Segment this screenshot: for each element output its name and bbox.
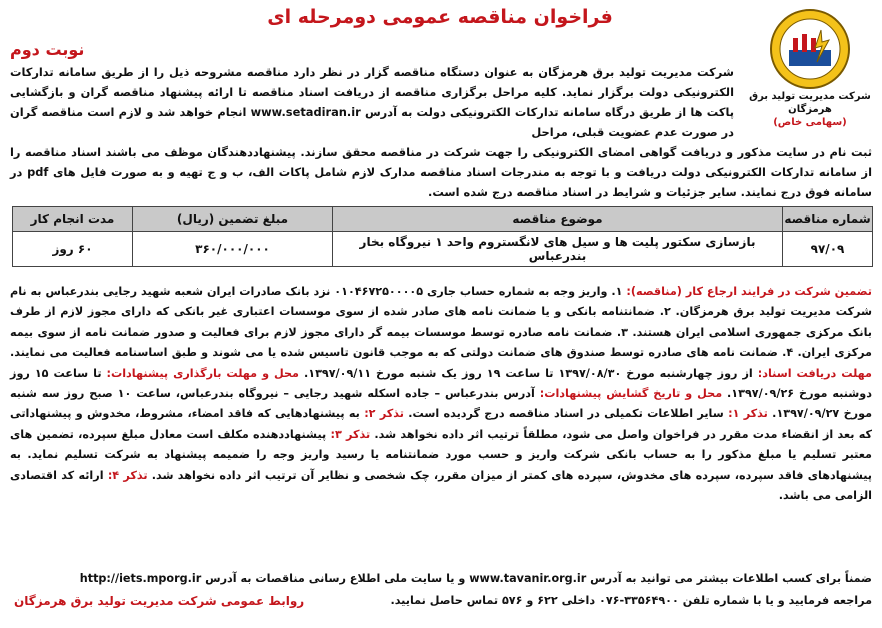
tender-table	[12, 206, 873, 267]
pdf-label: pdf	[27, 165, 49, 179]
opening-label: محل و تاریخ گشایش پیشنهادات:	[539, 387, 723, 401]
header-guarantee-amount: مبلغ تضمین (ریال)	[133, 207, 333, 232]
tavanir-link[interactable]: www.tavanir.org.ir	[469, 572, 587, 585]
iets-link[interactable]: http://iets.mporg.ir	[79, 572, 202, 585]
page-title: فراخوان مناقصه عمومی دومرحله ای	[267, 6, 613, 28]
more-info-text: ضمناً برای کسب اطلاعات بیشتر می توانید به آدرس	[586, 572, 872, 585]
registration-text: ثبت نام در سایت مذکور و دریافت گواهی امضای الکترونیکی را جهت شرکت در مناقصه محقق سازند. پیشنهاددهندگان موظف می باشند اسناد مناقصه را از سامانه تدارکات الکترونیکی دولت دریافت و با توجه به مندرجات اسناد مناقصه مدارک لازم شامل پاکات الف، ب و ج تهیه و به صورت فایل های	[10, 145, 872, 179]
guarantee-label: تضمین شرکت در فرایند ارجاع کار (مناقصه):	[626, 285, 872, 298]
more-info-line	[10, 572, 872, 585]
registration-paragraph	[10, 142, 872, 202]
conditions-paragraph	[10, 282, 872, 506]
note1-text: سایر اطلاعات تکمیلی در اسناد مناقصه درج گردیده است.	[403, 407, 729, 421]
cell-guarantee-amount: ۳۶۰/۰۰۰/۰۰۰	[133, 232, 333, 267]
more-info-mid: و یا سایت ملی اطلاع رسانی مناقصات به آدرس	[201, 572, 470, 585]
contact-line: مراجعه فرمایید و یا با شماره تلفن ۳۳۵۶۴۹۰۰-۰۷۶ داخلی ۶۲۲ و ۵۷۶ تماس حاصل نمایید.	[390, 594, 872, 607]
round-label: نوبت دوم	[10, 40, 85, 59]
opening-text: آدرس بندرعباس – جاده اسکله شهید رجایی – نیروگاه بندرعباس، ساعت ۱۰ صبح روز سه شنبه مورخ ۱۳۹۷/۰۹/۲۷.	[10, 387, 873, 421]
guarantee-text: ۱. واریز وجه به شماره حساب جاری ۰۱۰۴۶۷۲۵۰۰۰۰۵ نزد بانک صادرات ایران شعبه شهید رجایی بندرعباس به نام شرکت مدیریت تولید برق هرمزگان. ۲. ضمانتنامه بانکی و یا ضمانت نامه های صادر شده از سوی موسسات اعتباری غیر بانکی که دارای مجوز لازم از طرف بانک مرکزی جمهوری اسلامی ایران هستند. ۳. ضمانت نامه صادره توسط موسسات بیمه گر دارای مجوز لازم برای فعالیت و صدور ضمانت نامه از سوی بیمه مرکزی ایران. ۴. ضمانت نامه های صادره توسط صندوق های ضمانت دولتی که به موجب قانون تاسیس شده یا می شوند و طبق اساسنامه فعالیت می نمایند.	[10, 285, 873, 360]
note1-label: تذکر ۱:	[728, 407, 768, 421]
cell-duration: ۶۰ روز	[13, 232, 133, 267]
power-plant-emblem-icon	[769, 8, 851, 90]
header-duration: مدت انجام کار	[13, 207, 133, 232]
note2-text: به پیشنهادهایی که فاقد امضاء، مشروط، مخدوش و پیشنهاداتی که بعد از انقضاء مدت مقرر در فراخوان واصل می شود، مطلقاً ترتیب اثر داده نخواهد شد.	[10, 407, 872, 441]
logo-company-subtitle: (سهامی خاص)	[773, 117, 847, 128]
table-row	[13, 232, 873, 267]
note4-label: تذکر ۴:	[107, 468, 148, 482]
company-name: شرکت مدیریت تولید برق هرمزگان	[538, 65, 734, 79]
note3-label: تذکر ۳:	[330, 427, 371, 441]
company-logo	[748, 8, 872, 136]
logo-company-name: شرکت مدیریت تولید برق هرمزگان	[749, 91, 871, 115]
note4-text: ارائه کد اقتصادی الزامی می باشد.	[10, 468, 872, 503]
header-tender-subject: موضوع مناقصه	[333, 207, 783, 232]
registration-text-end: در سامانه فوق درج نمایند. سایر جزئیات و شرایط در اسناد مناقصه درج شده است.	[10, 165, 872, 199]
intro-paragraph	[10, 62, 734, 142]
intro-text: به عنوان دستگاه مناقصه گزار در نظر دارد مناقصه مشروحه ذیل را از طریق سامانه تدارکات الکترونیکی دولت برگزار نماید. کلیه مراحل برگزاری مناقصه از دریافت اسناد مناقصه تا ارائه پیشنهاد مناقصه گران و بازگشایی پاکت ها از طریق درگاه سامانه تدارکات الکترونیکی دولت به آدرس	[10, 65, 734, 119]
table-header-row	[13, 207, 873, 232]
setadiran-link[interactable]: www.setadiran.ir	[250, 105, 361, 119]
submit-text: تا ساعت ۱۵ روز دوشنبه مورخ ۱۳۹۷/۰۹/۲۶.	[10, 366, 872, 401]
receive-label: مهلت دریافت اسناد:	[757, 366, 872, 380]
submit-label: محل و مهلت بارگذاری پیشنهادات:	[106, 366, 299, 380]
cell-tender-subject: بازسازی سکتور پلیت ها و سیل های لانگستروم واحد ۱ نیروگاه بخار بندرعباس	[333, 232, 783, 267]
note2-label: تذکر ۲:	[364, 407, 404, 421]
header-tender-number: شماره مناقصه	[783, 207, 873, 232]
intro-text-end: انجام خواهد شد و لازم است مناقصه گران در صورت عدم عضویت قبلی، مراحل	[10, 105, 734, 139]
receive-text: از روز چهارشنبه مورخ ۱۳۹۷/۰۸/۳۰ تا ساعت ۱۹ روز یک شنبه مورخ ۱۳۹۷/۰۹/۱۱.	[299, 366, 758, 380]
cell-tender-number: ۹۷/۰۹	[783, 232, 873, 267]
note3-text: پیشنهاددهنده مکلف است معادل مبلغ سپرده، تضمین های معتبر تسلیم یا مبلغ مذکور را به حساب بانکی شرکت واریز و حسب مورد ضمانتنامه یا رسید واریز وجه را ضمیمه پیشنهاد به شرکت تسلیم نماید. به پیشنهادهای فاقد سپرده، سپرده های مخدوش، سپرده های کمتر از میزان مقرر، چک شخصی و نظایر آن ترتیب اثر داده نخواهد شد.	[10, 427, 873, 482]
signature: روابط عمومی شرکت مدیریت تولید برق هرمزگان	[14, 594, 305, 608]
